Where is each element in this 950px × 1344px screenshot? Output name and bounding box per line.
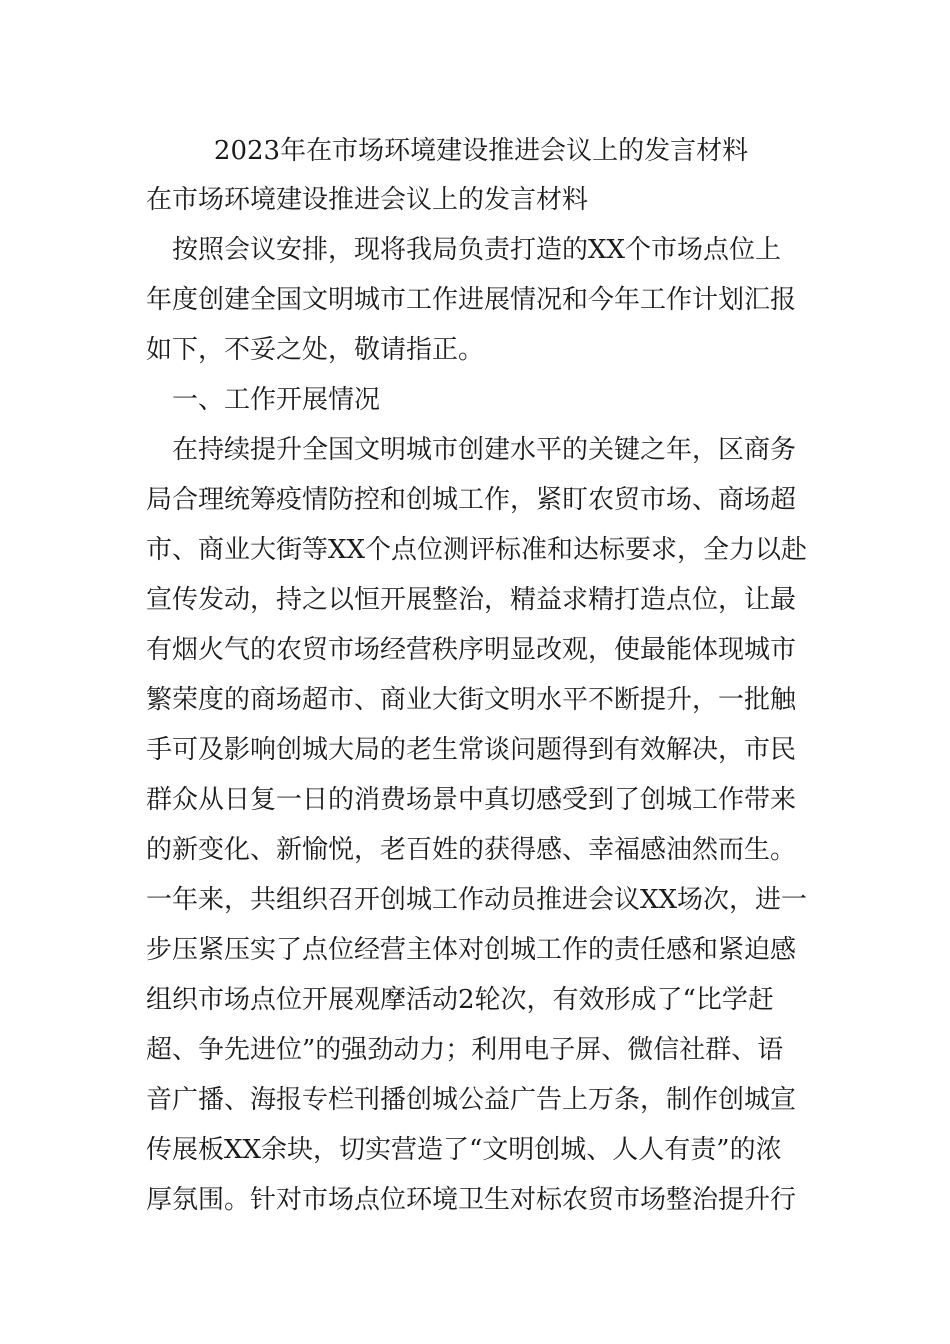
text-line: 如下，不妥之处，敬请指正。 (146, 335, 485, 365)
text-line: 群众从日复一日的消费场景中真切感受到了创城工作带来 (146, 785, 797, 815)
section-heading: 一、工作开展情况 (146, 385, 381, 415)
text-line: 繁荣度的商场超市、商业大街文明水平不断提升，一批触 (146, 685, 797, 715)
text-line: 一年来，共组织召开创城工作动员推进会议XX场次，进一 (146, 885, 808, 915)
text-line: 年度创建全国文明城市工作进展情况和今年工作计划汇报 (146, 285, 797, 315)
text-line: 步压紧压实了点位经营主体对创城工作的责任感和紧迫感 (146, 935, 797, 965)
text-line: 有烟火气的农贸市场经营秩序明显改观，使最能体现城市 (146, 635, 797, 665)
text-line: 按照会议安排，现将我局负责打造的XX个市场点位上 (146, 235, 782, 265)
text-line: 传展板XX余块，切实营造了“文明创城、人人有责”的浓 (146, 1135, 782, 1165)
text-line: 的新变化、新愉悦，老百姓的获得感、幸福感油然而生。 (146, 835, 797, 865)
text-line: 市、商业大街等XX个点位测评标准和达标要求，全力以赴 (146, 535, 808, 565)
text-line: 在持续提升全国文明城市创建水平的关键之年，区商务 (146, 435, 797, 465)
text-line: 手可及影响创城大局的老生常谈问题得到有效解决，市民 (146, 735, 797, 765)
text-line: 厚氛围。针对市场点位环境卫生对标农贸市场整治提升行 (146, 1185, 797, 1215)
text-line: 组织市场点位开展观摩活动2轮次，有效形成了“比学赶 (146, 985, 774, 1015)
text-line: 音广播、海报专栏刊播创城公益广告上万条，制作创城宣 (146, 1085, 797, 1115)
text-line: 超、争先进位”的强劲动力；利用电子屏、微信社群、语 (146, 1035, 784, 1065)
document-title: 2023年在市场环境建设推进会议上的发言材料 (213, 136, 749, 166)
text-line: 局合理统筹疫情防控和创城工作，紧盯农贸市场、商场超 (146, 485, 797, 515)
document-subtitle: 在市场环境建设推进会议上的发言材料 (146, 185, 589, 215)
text-line: 宣传发动，持之以恒开展整治，精益求精打造点位，让最 (146, 585, 797, 615)
